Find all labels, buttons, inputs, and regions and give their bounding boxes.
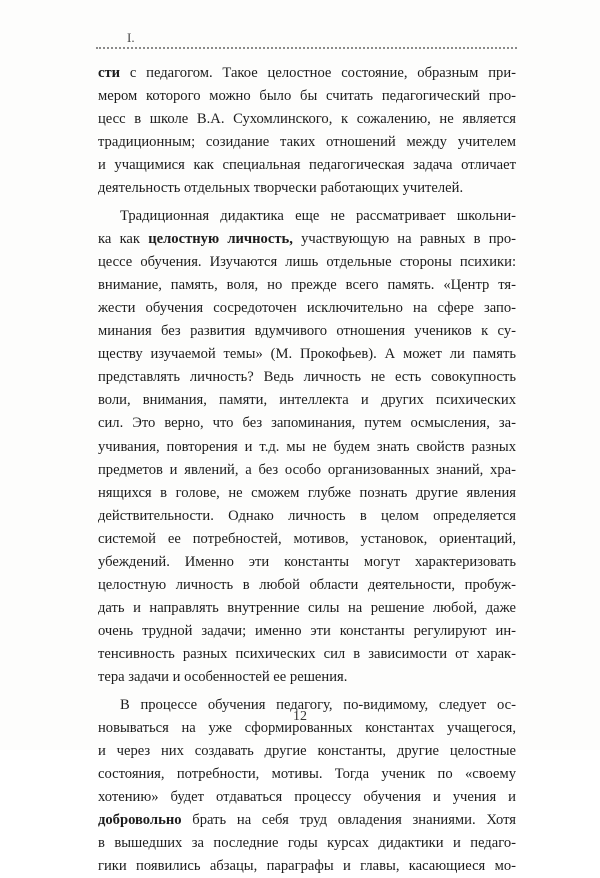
text-run: с педагогом. Такое целостное состояние, образным при- [120,65,516,81]
text-run: цесс в школе В.А. Сухомлинского, к сожалению, не является [98,111,516,128]
text-line [98,763,516,786]
text-line [98,620,516,643]
text-line [98,108,516,131]
text-run: и через них создавать другие константы, другие целостные [98,742,516,759]
text-line [98,343,516,366]
text-run: Традиционная дидактика еще не рассматривает школьни- [120,207,516,224]
text-line [98,85,516,108]
text-run: дать и направлять внутренние силы на решение любой, даже [98,600,516,617]
text-line [98,154,516,177]
text-line [98,436,516,459]
text-run: очень трудной задачи; именно эти константы регулируют ин- [98,623,516,640]
text-line [98,528,516,551]
text-run: участвующую на равных в про- [292,230,516,247]
text-line [98,809,516,832]
text-line [98,505,516,528]
text-line [98,320,516,343]
text-run: традиционным; созидание таких отношений между учителем [98,134,516,151]
text-run: целостную личность в любой области деятельности, пробуж- [98,577,516,594]
body-text [98,62,516,878]
text-run: мером которого можно было бы считать педагогический про- [98,88,516,105]
bold-term: сти [98,65,121,81]
text-run: тера задачи и особенностей ее решения. [98,669,348,686]
text-line [98,459,516,482]
text-line [98,131,516,154]
text-line [98,274,516,297]
text-line [98,574,516,597]
text-line [98,366,516,389]
text-line [98,666,516,689]
text-run: нящихся в голове, не сможем глубже познать другие явления [98,484,516,501]
text-run: деятельность отдельных творчески работающих учителей. [98,180,464,197]
text-run: тенсивность разных психических сил в зависимости от харак- [98,646,516,663]
text-run: ка как [98,230,149,247]
text-run: системой ее потребностей, мотивов, установок, ориентаций, [98,530,516,547]
text-line [98,177,516,200]
text-run: В процессе обучения педагогу, по-видимому, следует ос- [120,696,516,713]
text-line [98,482,516,505]
text-line [98,740,516,763]
bold-term: целостную личность, [148,230,293,247]
text-run: состояния, потребности, мотивы. Тогда ученик по «своему [98,765,516,782]
text-run: представлять личность? Ведь личность не есть совокупность [98,369,516,386]
text-run: и учащимися как специальная педагогическая задача отличает [98,157,516,174]
text-line [98,597,516,620]
text-run: жести обучения сосредоточен исключительно на сфере запо- [98,299,516,316]
text-run: убеждений. Именно эти константы могут характеризовать [98,553,516,570]
text-line [98,297,516,320]
text-run: в вышедших за последние годы курсах дидактики и педаго- [98,835,516,852]
text-run: внимание, память, воля, но прежде всего память. «Центр тя- [98,276,516,293]
text-line [98,643,516,666]
header-dotted-rule [96,47,517,49]
text-run: воли, внимания, памяти, интеллекта и других психических [98,392,516,409]
text-run: гики появились абзацы, параграфы и главы, касающиеся мо- [98,858,516,875]
bold-term: добровольно [98,812,182,828]
text-run: предметов и явлений, а без особо организованных знаний, хра- [98,461,516,478]
page-number: 12 [293,709,307,724]
text-line [98,228,516,251]
text-run: цессе обучения. Изучаются лишь отдельные стороны психики: [98,253,516,270]
text-line [98,412,516,435]
text-run: ществу изучаемой темы» (М. Прокофьев). А может ли память [98,346,516,363]
text-line [98,786,516,809]
text-line [98,551,516,574]
text-run: новываться на уже сформированных константах учащегося, [98,719,516,736]
text-line [98,251,516,274]
text-line [98,832,516,855]
text-run: действительности. Однако личность в целом определяется [98,507,516,524]
text-line [98,62,516,85]
text-run: минания без развития вдумчивого отношения учеников к су- [98,323,516,340]
text-line [98,205,516,228]
text-line [98,389,516,412]
text-run: хотению» будет отдаваться процессу обучения и учения и [98,788,516,805]
chapter-marker: I. [127,30,135,45]
text-run: сил. Это верно, что без запоминания, путем осмысления, за- [98,415,516,432]
text-run: учивания, повторения и т.д. мы не будем знать свойств разных [98,438,516,455]
text-run: брать на себя труд овладения знаниями. Хотя [181,812,516,828]
text-line [98,855,516,878]
